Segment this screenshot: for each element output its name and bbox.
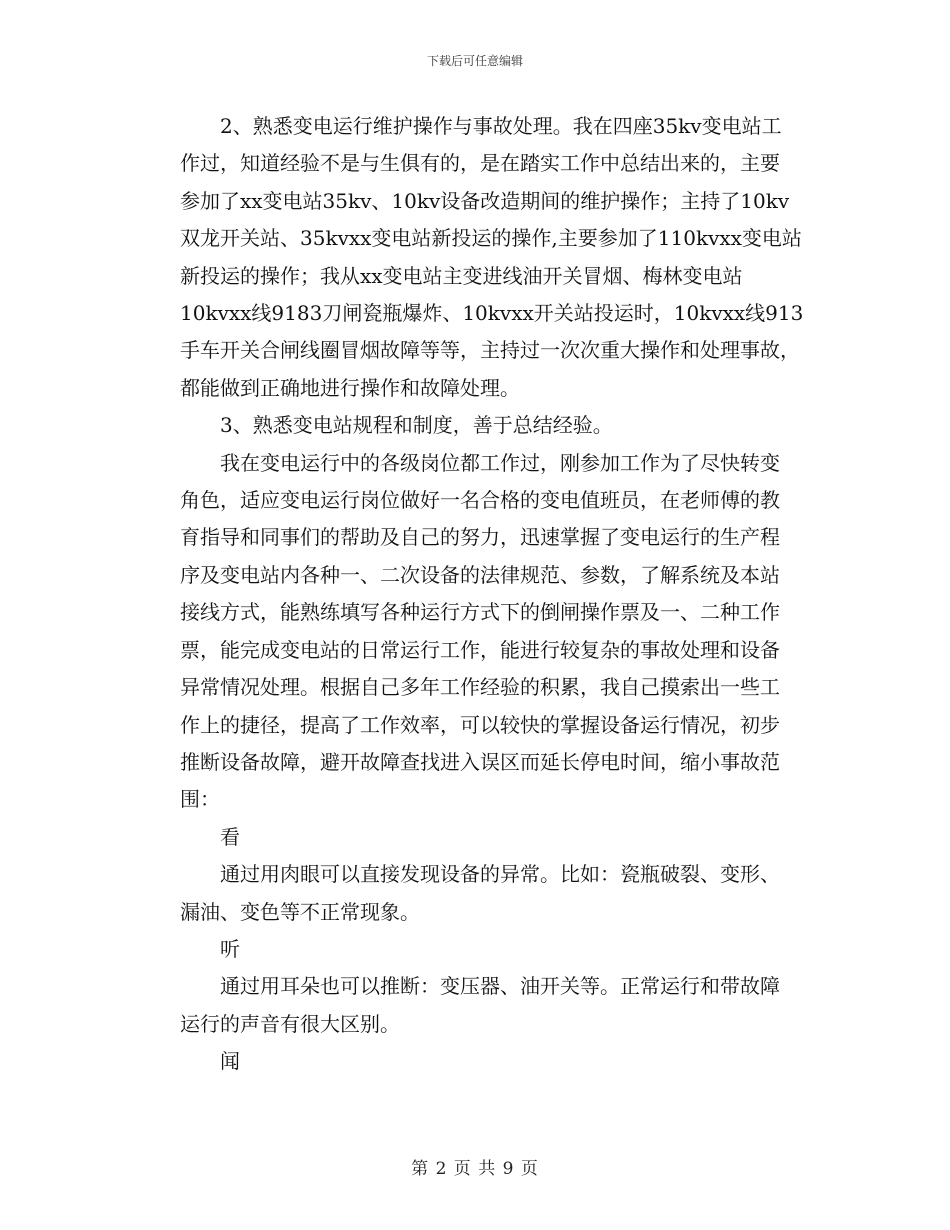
text-line: 看: [220, 824, 240, 849]
paragraph-look: [140, 856, 814, 931]
text-line: 推断设备故障，避开故障查找进入误区而延长停电时间，缩小事故范: [180, 749, 780, 774]
text-line: 票，能完成变电站的日常运行工作，能进行较复杂的事故处理和设备: [180, 637, 780, 662]
text-line: 通过用耳朵也可以推断：变压器、油开关等。正常运行和带故障: [220, 974, 780, 999]
text-line: 闻: [220, 1049, 240, 1074]
text-line: 3、熟悉变电站规程和制度，善于总结经验。: [220, 413, 613, 438]
text-line: 2、熟悉变电运行维护操作与事故处理。我在四座35kv变电站工: [220, 114, 782, 138]
text-line: 作过，知道经验不是与生俱有的，是在踏实工作中总结出来的，主要: [180, 151, 780, 176]
text-line: 接线方式，能熟练填写各种运行方式下的倒闸操作票及一、二种工作: [180, 600, 780, 625]
text-line: 漏油、变色等不正常现象。: [180, 899, 420, 924]
text-line: 手车开关合闸线圈冒烟故障等等，主持过一次次重大操作和处理事故，: [180, 338, 800, 363]
header-note: 下载后可任意编辑: [426, 54, 523, 68]
text-line: 都能做到正确地进行操作和故障处理。: [180, 375, 520, 400]
text-line: 异常情况处理。根据自己多年工作经验的积累，我自己摸索出一些工: [180, 675, 780, 700]
text-line: 序及变电站内各种一、二次设备的法律规范、参数，了解系统及本站: [180, 562, 780, 587]
text-line: 作上的捷径，提高了工作效率，可以较快的掌握设备运行情况，初步: [180, 712, 780, 737]
text-line: 角色，适应变电运行岗位做好一名合格的变电值班员，在老师傅的教: [180, 488, 780, 513]
paragraph-listen: [140, 968, 814, 1043]
text-line: 我在变电运行中的各级岗位都工作过，刚参加工作为了尽快转变: [220, 450, 780, 475]
paragraph-experience: [140, 445, 814, 819]
text-line: 运行的声音有很大区别。: [180, 1011, 400, 1036]
paragraph-rules-heading: [140, 407, 814, 444]
paragraph-maintenance: [140, 108, 814, 407]
text-line: 育指导和同事们的帮助及自己的努力，迅速掌握了变电运行的生产程: [180, 525, 780, 550]
text-line: 参加了xx变电站35kv、10kv设备改造期间的维护操作；主持了10kv: [180, 188, 790, 213]
heading-listen: [140, 931, 814, 968]
text-line: 通过用肉眼可以直接发现设备的异常。比如：瓷瓶破裂、变形、: [220, 862, 780, 887]
text-line: 听: [220, 936, 240, 961]
text-line: 双龙开关站、35kvxx变电站新投运的操作,主要参加了110kvxx变电站: [180, 226, 802, 251]
document-body: [140, 108, 814, 1081]
text-line: 10kvxx线9183刀闸瓷瓶爆炸、10kvxx开关站投运时，10kvxx线913: [180, 301, 804, 326]
text-line: 围：: [180, 787, 220, 812]
page-number-footer: 第 2 页 共 9 页: [411, 1159, 539, 1179]
heading-smell: [140, 1043, 814, 1080]
text-line: 新投运的操作；我从xx变电站主变进线油开关冒烟、梅林变电站: [180, 263, 743, 288]
heading-look: [140, 819, 814, 856]
